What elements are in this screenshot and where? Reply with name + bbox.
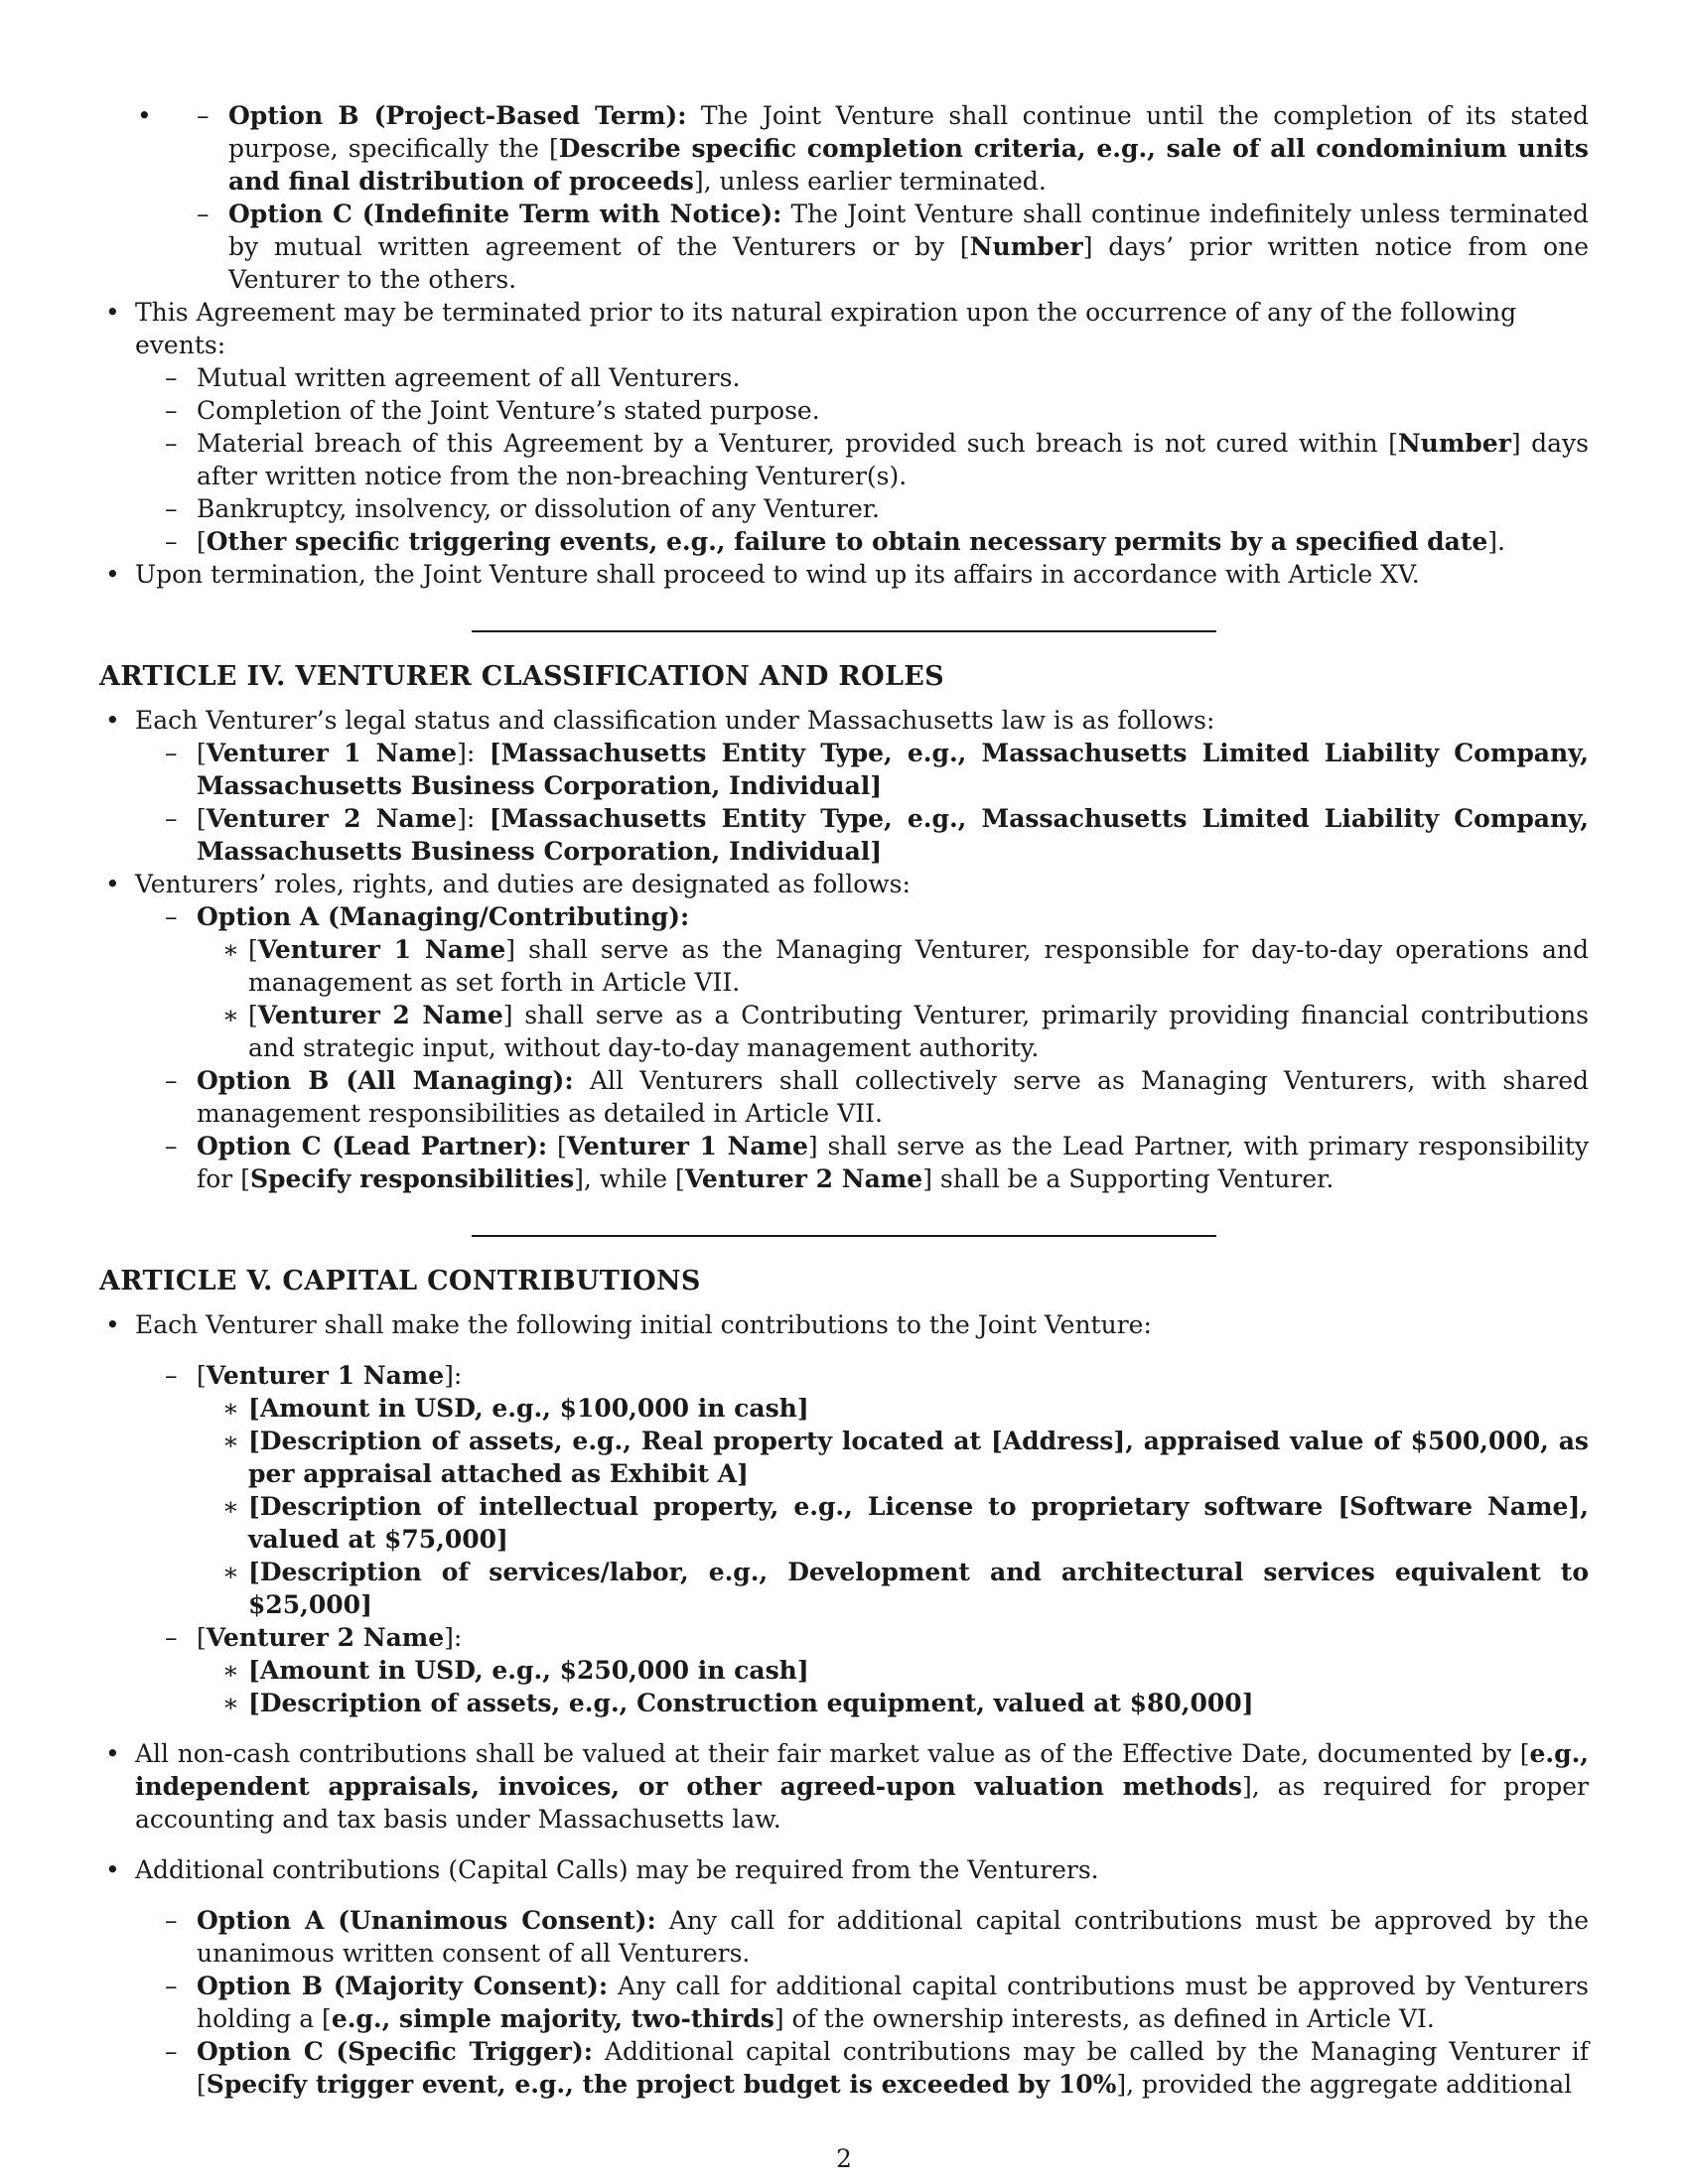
option-label: Option B (Project-Based Term): <box>228 101 687 130</box>
list-item: – [Venturer 2 Name]: [Massachusetts Entity Type, e.g., Massachusetts Limited Liability Company, Massachusetts Business Corporation, Individual] <box>135 802 1589 868</box>
list-item: ∗ [Description of intellectual property, e.g., License to proprietary software [Software Name], valued at $75,000] <box>197 1490 1589 1556</box>
list-item: ∗ [Amount in USD, e.g., $100,000 in cash] <box>197 1392 1589 1425</box>
option-label: Option C (Lead Partner): <box>197 1132 548 1160</box>
list-item: • This Agreement may be terminated prior to its natural expiration upon the occurrence of any of the following events: – Mutual written agreement of all Venturers. – Completion of the Joint Venture’s stated purpose. – Material breach of this Agreement by a Venturer, provided such breach is not cured within [Number] days after written notice from the non-breaching Venturer(s). – Bankruptcy, insolvency, or dissolution of any Venturer. – [Other specific triggering events, e.g., failure to obtain necessary permits by a specified date]. <box>68 296 1589 558</box>
list-item: – Bankruptcy, insolvency, or dissolution of any Venturer. <box>135 492 1589 525</box>
option-label: Option B (All Managing): <box>197 1066 574 1095</box>
list-item: – Material breach of this Agreement by a Venturer, provided such breach is not cured within [Number] days after written notice from the non-breaching Venturer(s). <box>135 427 1589 492</box>
list-item: • Upon termination, the Joint Venture shall proceed to wind up its affairs in accordance with Article XV. <box>68 558 1589 591</box>
list-item: ∗ [Description of assets, e.g., Construction equipment, valued at $80,000] <box>197 1687 1589 1719</box>
list-item: – [Venturer 2 Name]: ∗ [Amount in USD, e.g., $250,000 in cash] ∗ [Description of assets, e.g., Construction equipment, valued at $80,000] <box>135 1621 1589 1719</box>
list-item: – [Other specific triggering events, e.g., failure to obtain necessary permits by a specified date]. <box>135 525 1589 558</box>
list-item: • Venturers’ roles, rights, and duties are designated as follows: – Option A (Managing/Contributing): ∗ [Venturer 1 Name] shall serve as the Managing Venturer, responsible for day-to-day operations and management as set forth in Article VII. ∗ [Venturer 2 Name] shall serve as a Contributing Venturer, primarily providing financial contributions and strategic input, without day-to-day management authority. – Option B (All Managing): All Venturers shall collectively serve as Managing Venturers, with shared management responsibilities as detailed in Article VII. – Option C (Lead Partner): [Venturer 1 Name] shall serve as the Lead Partner, with primary responsibility for [Specify responsibilities], while [Venturer 2 Name] shall be a Supporting Venturer. <box>68 868 1589 1195</box>
section-divider <box>472 1235 1216 1237</box>
article5-list <box>68 1308 1589 2101</box>
list-item: • Each Venturer’s legal status and classification under Massachusetts law is as follows: – [Venturer 1 Name]: [Massachusetts Entity Type, e.g., Massachusetts Limited Liability Company, Massachusetts Business Corporation, Individual] – [Venturer 2 Name]: [Massachusetts Entity Type, e.g., Massachusetts Limited Liability Company, Massachusetts Business Corporation, Individual] <box>68 704 1589 868</box>
list-item: – Option B (All Managing): All Venturers shall collectively serve as Managing Venturers, with shared management responsibilities as detailed in Article VII. <box>135 1064 1589 1130</box>
option-label: Option C (Indefinite Term with Notice): <box>228 200 782 228</box>
article4-heading: ARTICLE IV. VENTURER CLASSIFICATION AND ROLES <box>99 661 944 692</box>
section-divider <box>472 630 1216 632</box>
list-item: • Each Venturer shall make the following initial contributions to the Joint Venture: – [Venturer 1 Name]: ∗ [Amount in USD, e.g., $100,000 in cash] ∗ [Description of assets, e.g., Real property located at [Address], appraised value of $500,000, as per appraisal attached as Exhibit A] ∗ [Description of intellectual property, e.g., License to proprietary software [Software Name], valued at $75,000] ∗ [Description of services/labor, e.g., Development and architectural services equivalent to $25,000] – [Venturer 2 Name]: ∗ [Amount in USD, e.g., $250,000 in cash] ∗ [Description of assets, e.g., Construction equipment, valued at $80,000] <box>68 1308 1589 1737</box>
article5-heading: ARTICLE V. CAPITAL CONTRIBUTIONS <box>99 1266 701 1297</box>
list-item: – [Venturer 1 Name]: [Massachusetts Entity Type, e.g., Massachusetts Limited Liability Company, Massachusetts Business Corporation, Individual] <box>135 737 1589 802</box>
article3-list <box>99 99 1589 296</box>
list-item: – [Venturer 1 Name]: ∗ [Amount in USD, e.g., $100,000 in cash] ∗ [Description of assets, e.g., Real property located at [Address], appraised value of $500,000, as per appraisal attached as Exhibit A] ∗ [Description of intellectual property, e.g., License to proprietary software [Software Name], valued at $75,000] ∗ [Description of services/labor, e.g., Development and architectural services equivalent to $25,000] <box>135 1359 1589 1621</box>
termination-list <box>68 296 1589 591</box>
list-item: ∗ [Amount in USD, e.g., $250,000 in cash] <box>197 1654 1589 1687</box>
list-item: – Option C (Lead Partner): [Venturer 1 Name] shall serve as the Lead Partner, with primary responsibility for [Specify responsibilities], while [Venturer 2 Name] shall be a Supporting Venturer. <box>135 1130 1589 1195</box>
list-item: – Option B (Majority Consent): Any call for additional capital contributions must be approved by Venturers holding a [e.g., simple majority, two-thirds] of the ownership interests, as defined in Article VI. <box>135 1970 1589 2035</box>
list-item: ∗ [Venturer 1 Name] shall serve as the Managing Venturer, responsible for day-to-day operations and management as set forth in Article VII. <box>197 933 1589 999</box>
list-item: ∗ [Venturer 2 Name] shall serve as a Contributing Venturer, primarily providing financial contributions and strategic input, without day-to-day management authority. <box>197 999 1589 1064</box>
page-number: 2 <box>836 2144 852 2173</box>
list-item: • Additional contributions (Capital Calls) may be required from the Venturers. – Option A (Unanimous Consent): Any call for additional capital contributions must be approved by the unanimous written consent of all Venturers. – Option B (Majority Consent): Any call for additional capital contributions must be approved by Venturers holding a [e.g., simple majority, two-thirds] of the ownership interests, as defined in Article VI. – Option C (Specific Trigger): Additional capital contributions may be called by the Managing Venturer if [Specify trigger event, e.g., the project budget is exceeded by 10%], provided the aggregate additional <box>68 1853 1589 2101</box>
list-item: – Mutual written agreement of all Venturers. <box>135 361 1589 394</box>
list-item: – • Option B (Project-Based Term): The Joint Venture shall continue until the completion of its stated purpose, specifically the [Describe specific completion criteria, e.g., sale of all condominium units and final distribution of proceeds], unless earlier terminated. <box>167 99 1589 198</box>
list-item: – Option C (Indefinite Term with Notice): The Joint Venture shall continue indefinitely unless terminated by mutual written agreement of the Venturers or by [Number] days’ prior written notice from one Venturer to the others. <box>167 198 1589 296</box>
list-item <box>135 900 1589 1064</box>
list-item: – Option C (Specific Trigger): Additional capital contributions may be called by the Managing Venturer if [Specify trigger event, e.g., the project budget is exceeded by 10%], provided the aggregate additional <box>135 2035 1589 2101</box>
list-item: ∗ [Description of services/labor, e.g., Development and architectural services equivalent to $25,000] <box>197 1556 1589 1621</box>
option-label: Option C (Specific Trigger): <box>197 2037 593 2066</box>
list-item: – Completion of the Joint Venture’s stated purpose. <box>135 394 1589 427</box>
article4-list <box>68 704 1589 1195</box>
option-label: Option A (Unanimous Consent): <box>197 1906 656 1935</box>
option-label: Option B (Majority Consent): <box>197 1972 609 2000</box>
article3-options <box>99 99 1589 296</box>
list-item: ∗ [Description of assets, e.g., Real property located at [Address], appraised value of $500,000, as per appraisal attached as Exhibit A] <box>197 1425 1589 1490</box>
list-item: – Option A (Unanimous Consent): Any call for additional capital contributions must be approved by the unanimous written consent of all Venturers. <box>135 1904 1589 1970</box>
option-label: Option A (Managing/Contributing): <box>197 902 690 931</box>
list-item: • All non-cash contributions shall be valued at their fair market value as of the Effective Date, documented by [e.g., independent appraisals, invoices, or other agreed-upon valuation methods], as required for proper accounting and tax basis under Massachusetts law. <box>68 1737 1589 1853</box>
page-content <box>99 99 1589 2101</box>
